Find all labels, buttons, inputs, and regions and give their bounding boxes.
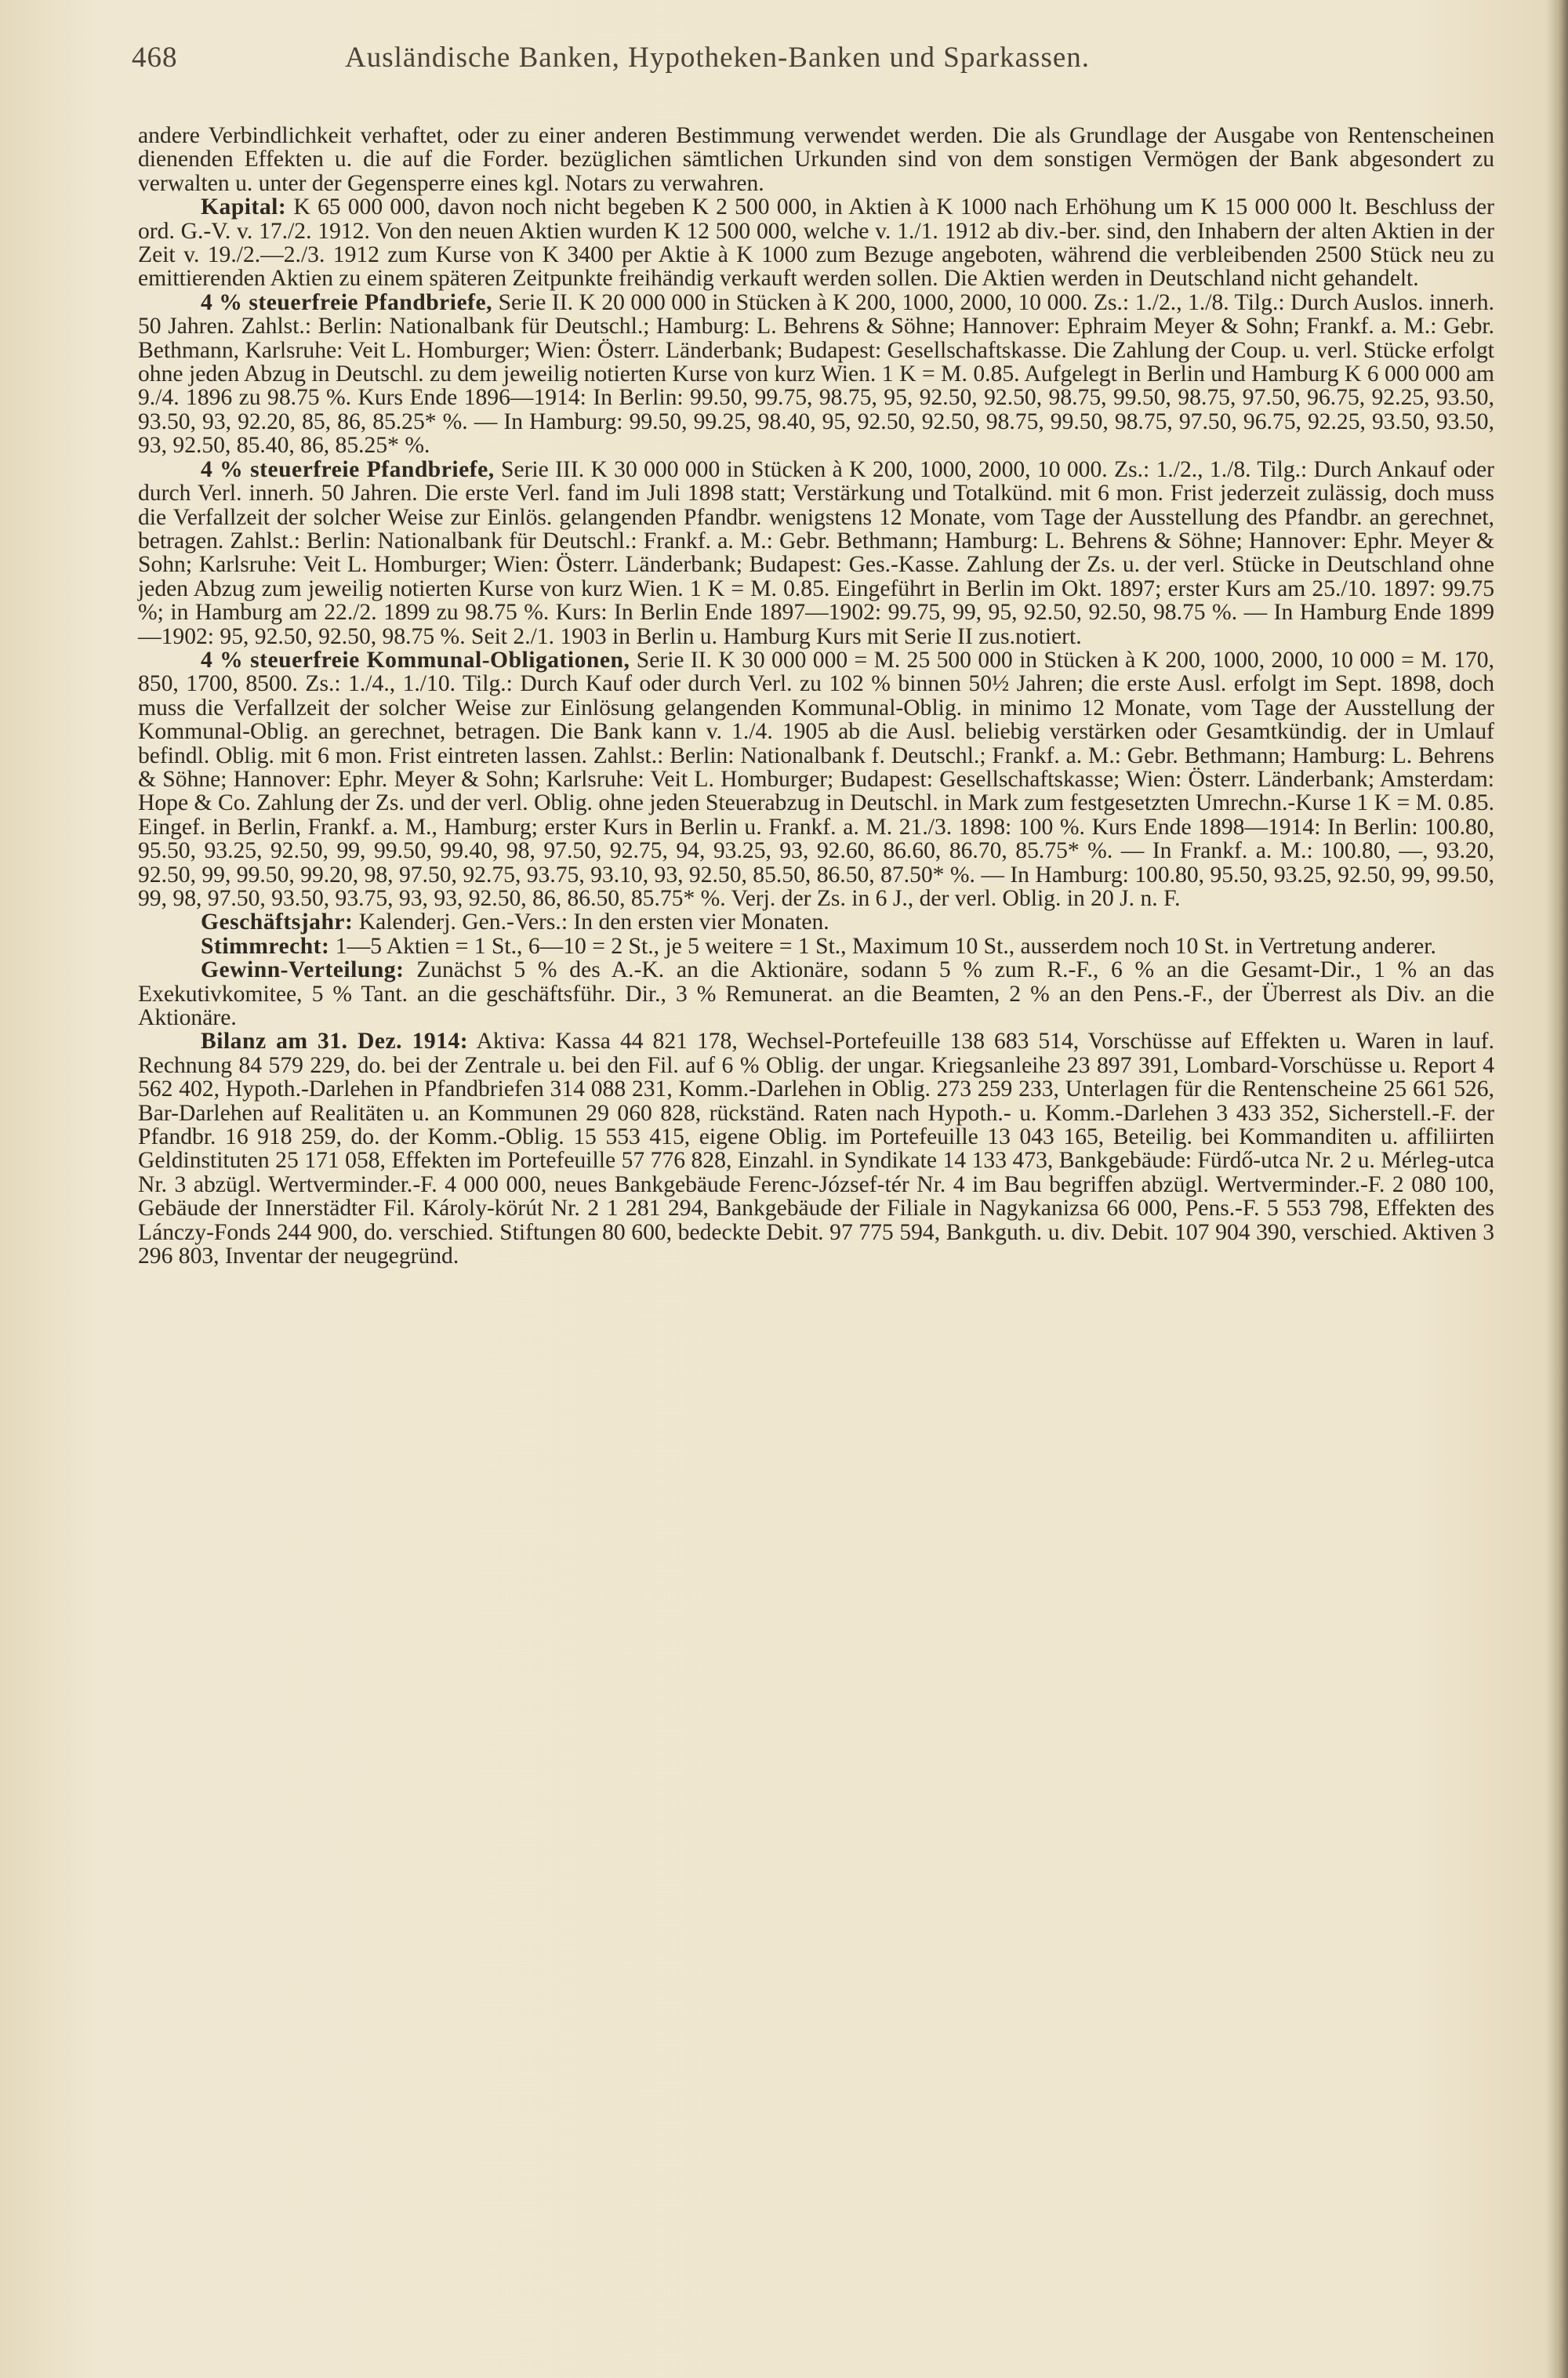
paragraph-text: Zunächst 5 % des A.-K. an die Aktionäre, sodann 5 % zum R.-F., 6 % an die Gesamt-Dir., 1 % an das Exekutivkomitee, 5 % Tant. an die geschäftsführ. Dir., 3 % Remunerat. an die Beamten, 2 % an den Pens.-F., der Überrest als Div. an die Aktionäre. (138, 957, 1494, 1031)
paragraph-text: Serie II. K 30 000 000 = M. 25 500 000 in Stücken à K 200, 1000, 2000, 10 000 = M. 170, 850, 1700, 8500. Zs.: 1./4., 1./10. Tilg.: Durch Kauf oder durch Verl. zu 102 % binnen 50½ Jahren; die erste Ausl. erfolgt im Sept. 1898, doch muss die Verfallzeit der solcher Weise zur Einlösung gelangenden Kommunal-Oblig. in minimo 12 Monate, vom Tage der Ausstellung der Kommunal-Oblig. an gerechnet, betragen. Die Bank kann v. 1./4. 1905 ab die Ausl. beliebig verstärken oder Gesamtkündig. der in Umlauf befindl. Oblig. mit 6 mon. Frist eintreten lassen. Zahlst.: Berlin: Nationalbank f. Deutschl.; Frankf. a. M.: Gebr. Bethmann; Hamburg: L. Behrens & Söhne; Hannover: Ephr. Meyer & Sohn; Karlsruhe: Veit L. Homburger; Budapest: Gesellschaftskasse; Wien: Österr. Länderbank; Amsterdam: Hope & Co. Zahlung der Zs. und der verl. Oblig. ohne jeden Steuerabzug in Deutschl. in Mark zum festgesetzten Umrechn.-Kurse 1 K = M. 0.85. Eingef. in Berlin, Frankf. a. M., Hamburg; erster Kurs in Berlin u. Frankf. a. M. 21./3. 1898: 100 %. Kurs Ende 1898—1914: In Berlin: 100.80, 95.50, 93.25, 92.50, 99, 99.50, 99.40, 98, 97.50, 92.75, 94, 93.25, 93, 92.60, 86.60, 86.70, 85.75* %. — In Frankf. a. M.: 100.80, —, 93.20, 92.50, 99, 99.50, 99.20, 98, 97.50, 92.75, 93.75, 93.10, 93, 92.50, 85.50, 86.50, 87.50* %. — In Hamburg: 100.80, 95.50, 93.25, 92.50, 99, 99.50, 99, 98, 97.50, 93.50, 93.75, 93, 93, 92.50, 86, 86.50, 85.75* %. Verj. der Zs. in 6 J., der verl. Oblig. in 20 J. n. F. (138, 647, 1494, 911)
page-body (138, 124, 1494, 1269)
paragraph-continuation (138, 124, 1494, 195)
paragraph-text: andere Verbindlichkeit verhaftet, oder zu einer anderen Bestimmung verwendet werden. Die als Grundlage der Ausgabe von Rentenscheinen dienenden Effekten u. die auf die Forder. bezüglichen sämtlichen Urkunden sind von dem sonstigen Vermögen der Bank abgesondert zu verwalten u. unter der Gegensperre eines kgl. Notars zu verwahren. (138, 123, 1494, 196)
paragraph-text: Kalenderj. Gen.-Vers.: In den ersten vier Monaten. (358, 909, 829, 935)
paragraph-bilanz (138, 1029, 1494, 1268)
paragraph-kapital (138, 195, 1494, 291)
paragraph-pfandbriefe-serie-2 (138, 291, 1494, 458)
paragraph-text: 1—5 Aktien = 1 St., 6—10 = 2 St., je 5 weitere = 1 St., Maximum 10 St., ausserdem noch 10 St. in Vertretung anderer. (335, 933, 1436, 959)
page-header (132, 41, 1512, 88)
paragraph-text: Serie II. K 20 000 000 in Stücken à K 200, 1000, 2000, 10 000. Zs.: 1./2., 1./8. Tilg.: Durch Auslos. innerh. 50 Jahren. Zahlst.: Berlin: Nationalbank für Deutschl.; Hamburg: L. Behrens & Söhne; Hannover: Ephraim Meyer & Sohn; Frankf. a. M.: Gebr. Bethmann, Karlsruhe: Veit L. Homburger; Wien: Österr. Länderbank; Budapest: Gesellschaftskasse. Die Zahlung der Coup. u. verl. Stücke erfolgt ohne jeden Abzug in Deutschl. zu dem jeweilig notierten Kurse von kurz Wien. 1 K = M. 0.85. Aufgelegt in Berlin und Hamburg K 6 000 000 am 9./4. 1896 zu 98.75 %. Kurs Ende 1896—1914: In Berlin: 99.50, 99.75, 98.75, 95, 92.50, 92.50, 98.75, 99.50, 98.75, 97.50, 96.75, 92.25, 93.50, 93.50, 93, 92.20, 85, 86, 85.25* %. — In Hamburg: 99.50, 99.25, 98.40, 95, 92.50, 92.50, 98.75, 99.50, 98.75, 97.50, 96.75, 92.25, 93.50, 93.50, 93, 92.50, 85.40, 86, 85.25* %. (138, 289, 1494, 459)
paragraph-label: 4 % steuerfreie Pfandbriefe, (201, 456, 495, 482)
paragraph-stimmrecht (138, 935, 1494, 958)
paragraph-gewinn-verteilung (138, 958, 1494, 1029)
paragraph-text: Aktiva: Kassa 44 821 178, Wechsel-Portefeuille 138 683 514, Vorschüsse auf Effekten u. Waren in lauf. Rechnung 84 579 229, do. bei der Zentrale u. bei den Fil. auf 6 % Oblig. der ungar. Kriegsanleihe 23 897 391, Lombard-Vorschüsse u. Report 4 562 402, Hypoth.-Darlehen in Pfandbriefen 314 088 231, Komm.-Darlehen in Oblig. 273 259 233, Unterlagen für die Rentenscheine 25 661 526, Bar-Darlehen auf Realitäten u. an Kommunen 29 060 828, rückständ. Raten nach Hypoth.- u. Komm.-Darlehen 3 433 352, Sicherstell.-F. der Pfandbr. 16 918 259, do. der Komm.-Oblig. 15 553 415, eigene Oblig. im Portefeuille 13 043 165, Beteilig. bei Kommanditen u. affiliirten Geldinstituten 25 171 058, Effekten im Portefeuille 57 776 828, Einzahl. in Syndikate 14 133 473, Bankgebäude: Fürdő-utca Nr. 2 u. Mérleg-utca Nr. 3 abzügl. Wertverminder.-F. 4 000 000, neues Bankgebäude Ferenc-József-tér Nr. 4 im Bau begriffen abzügl. Wertverminder.-F. 2 080 100, Gebäude der Innerstädter Fil. Károly-körút Nr. 2 1 281 294, Bankgebäude der Filiale in Nagykanizsa 66 000, Pens.-F. 5 553 798, Effekten des Lánczy-Fonds 244 900, do. verschied. Stiftungen 80 600, bedeckte Debit. 97 775 594, Bankguth. u. div. Debit. 107 904 390, verschied. Aktiven 3 296 803, Inventar der neugegründ. (138, 1029, 1494, 1269)
paragraph-geschaeftsjahr (138, 910, 1494, 934)
paragraph-label: Geschäftsjahr: (201, 909, 354, 935)
paragraph-pfandbriefe-serie-3 (138, 458, 1494, 648)
running-title: Ausländische Banken, Hypotheken-Banken und Sparkassen. (345, 42, 1091, 74)
paragraph-label: Kapital: (201, 194, 287, 220)
paragraph-kommunal-obligationen (138, 648, 1494, 910)
paragraph-text: Serie III. K 30 000 000 in Stücken à K 200, 1000, 2000, 10 000. Zs.: 1./2., 1./8. Tilg.: Durch Ankauf oder durch Verl. innerh. 50 Jahren. Die erste Verl. fand im Juli 1898 statt; Verstärkung und Totalkünd. mit 6 mon. Frist jederzeit zulässig, doch muss die Verfallzeit der solcher Weise zur Einlös. gelangenden Pfandbr. wenigstens 12 Monate, vom Tage der Ausstellung des Pfandbr. an gerechnet, betragen. Zahlst.: Berlin: Nationalbank für Deutschl.: Frankf. a. M.: Gebr. Bethmann; Hamburg: L. Behrens & Söhne; Hannover: Ephr. Meyer & Sohn; Karlsruhe: Veit L. Homburger; Wien: Österr. Länderbank; Budapest: Ges.-Kasse. Zahlung der Zs. u. der verl. Stücke in Deutschland ohne jeden Abzug zum jeweilig notierten Kurse von kurz Wien. 1 K = M. 0.85. Eingeführt in Berlin im Okt. 1897; erster Kurs am 25./10. 1897: 99.75 %; in Hamburg am 22./2. 1899 zu 98.75 %. Kurs: In Berlin Ende 1897—1902: 99.75, 99, 95, 92.50, 92.50, 98.75 %. — In Hamburg Ende 1899—1902: 95, 92.50, 92.50, 98.75 %. Seit 2./1. 1903 in Berlin u. Hamburg Kurs mit Serie II zus.notiert. (138, 456, 1494, 649)
paragraph-text: K 65 000 000, davon noch nicht begeben K 2 500 000, in Aktien à K 1000 nach Erhöhung um K 15 000 000 lt. Beschluss der ord. G.-V. v. 17./2. 1912. Von den neuen Aktien wurden K 12 500 000, welche v. 1./1. 1912 ab div.-ber. sind, den Inhabern der alten Aktien in der Zeit v. 19./2.—2./3. 1912 zum Kurse von K 3400 per Aktie à K 1000 zum Bezuge angeboten, während die verbleibenden 2500 Stück neu zu emittierenden Aktien zu einem späteren Zeitpunkte freihändig verkauft werden sollen. Die Aktien werden in Deutschland nicht gehandelt. (138, 194, 1494, 292)
paragraph-label: Stimmrecht: (201, 933, 330, 959)
paragraph-label: 4 % steuerfreie Pfandbriefe, (201, 289, 493, 315)
page-number: 468 (132, 42, 178, 74)
paragraph-label: Bilanz am 31. Dez. 1914: (201, 1029, 469, 1055)
page-edge-shadow (1546, 0, 1568, 2378)
paragraph-label: 4 % steuerfreie Kommunal-Obligationen, (201, 647, 630, 673)
paragraph-label: Gewinn-Verteilung: (201, 957, 405, 983)
